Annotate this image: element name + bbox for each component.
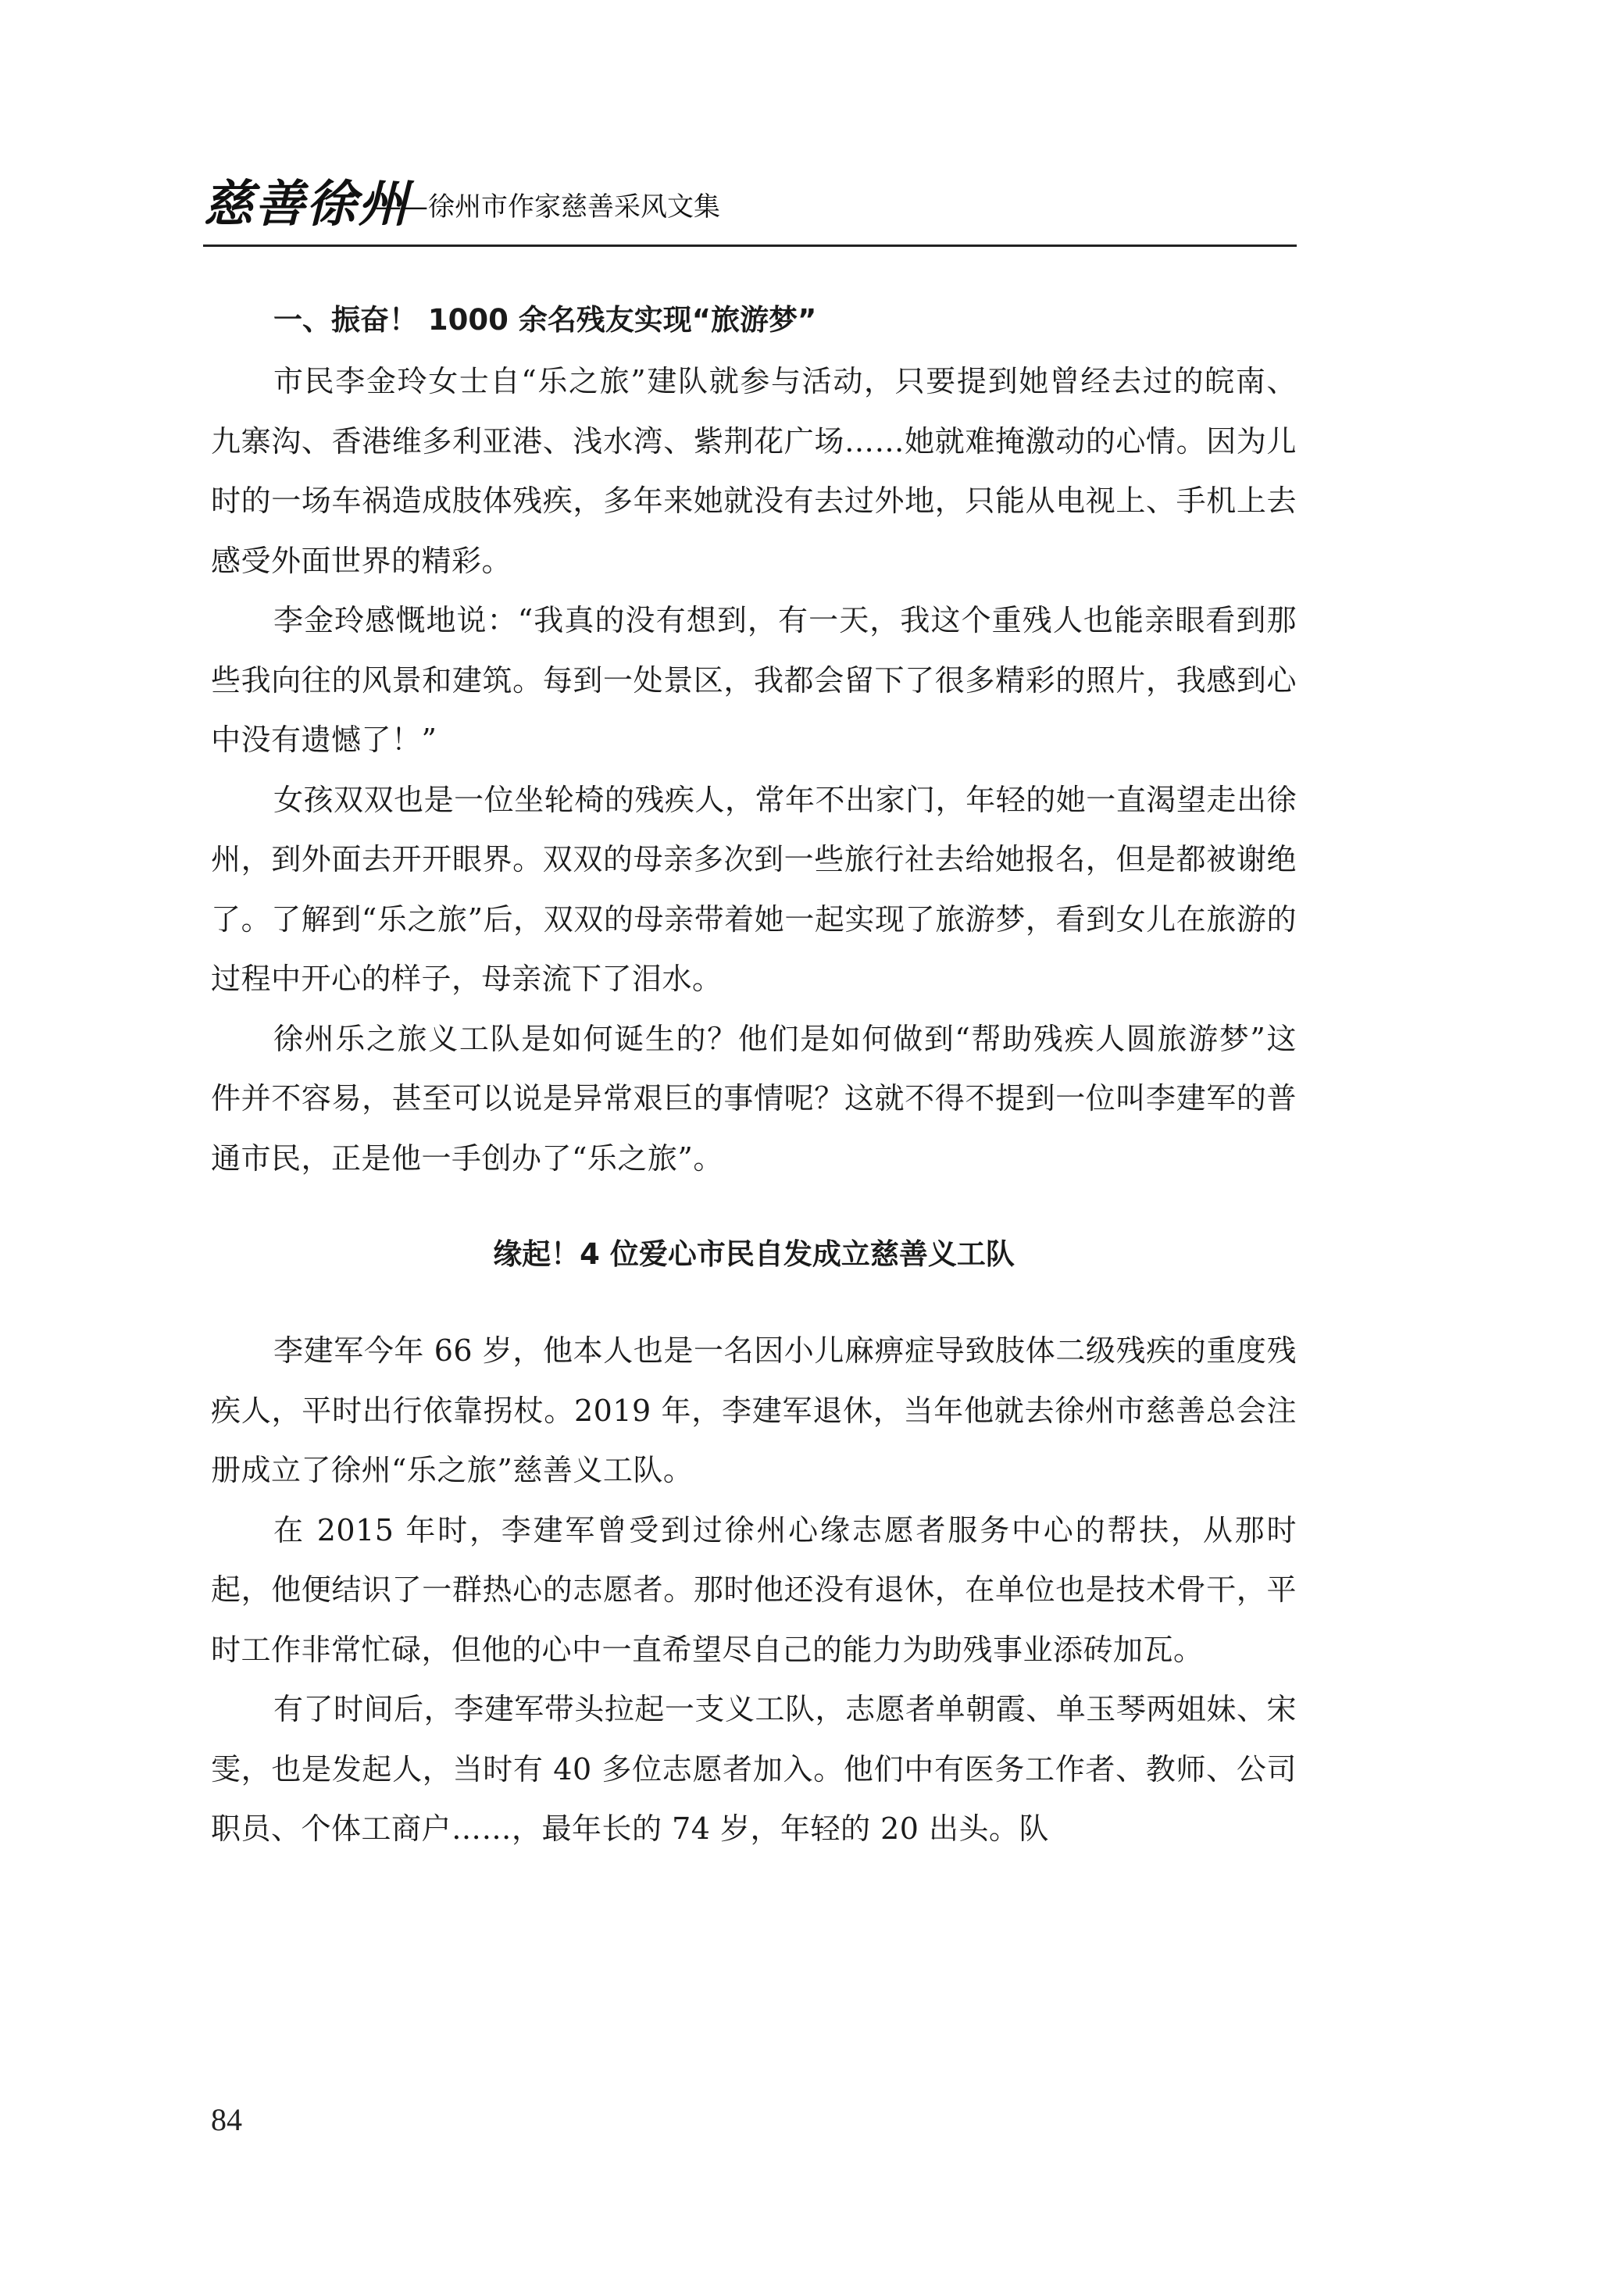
- book-subtitle: ——徐州市作家慈善采风文集: [375, 191, 720, 223]
- paragraph: 市民李金玲女士自“乐之旅”建队就参与活动，只要提到她曾经去过的皖南、九寨沟、香港维多利亚港、浅水湾、紫荆花广场……她就难掩激动的心情。因为儿时的一场车祸造成肢体残疾，多年来她就没有去过外地，只能从电视上、手机上去感受外面世界的精彩。: [211, 364, 1297, 578]
- paragraph: 李建军今年 66 岁，他本人也是一名因小儿麻痹症导致肢体二级残疾的重度残疾人，平时出行依靠拐杖。2019 年，李建军退休，当年他就去徐州市慈善总会注册成立了徐州“乐之旅”慈善义工队。: [211, 1333, 1297, 1487]
- running-header: [203, 173, 1297, 244]
- paragraph: 有了时间后，李建军带头拉起一支义工队，志愿者单朝霞、单玉琴两姐妹、宋雯，也是发起人，当时有 40 多位志愿者加入。他们中有医务工作者、教师、公司职员、个体工商户……，最年长的 74 岁，年轻的 20 出头。队: [211, 1692, 1297, 1846]
- book-logo: 慈善徐州: [203, 175, 409, 234]
- paragraph: 徐州乐之旅义工队是如何诞生的？他们是如何做到“帮助残疾人圆旅游梦”这件并不容易，甚至可以说是异常艰巨的事情呢？这就不得不提到一位叫李建军的普通市民，正是他一手创办了“乐之旅”。: [211, 1021, 1297, 1176]
- page-body: [211, 289, 1297, 1859]
- page-number: 84: [211, 2102, 242, 2137]
- paragraph: 女孩双双也是一位坐轮椅的残疾人，常年不出家门，年轻的她一直渴望走出徐州，到外面去开开眼界。双双的母亲多次到一些旅行社去给她报名，但是都被谢绝了。了解到“乐之旅”后，双双的母亲带着她一起实现了旅游梦，看到女儿在旅游的过程中开心的样子，母亲流下了泪水。: [211, 782, 1297, 996]
- paragraph: 李金玲感慨地说：“我真的没有想到，有一天，我这个重残人也能亲眼看到那些我向往的风景和建筑。每到一处景区，我都会留下了很多精彩的照片，我感到心中没有遗憾了！”: [211, 603, 1297, 757]
- section-heading-2: 缘起！4 位爱心市民自发成立慈善义工队: [493, 1237, 1015, 1271]
- header-divider: [203, 244, 1297, 247]
- section-heading-1: 一、振奋！ 1000 余名残友实现“旅游梦”: [273, 303, 817, 337]
- paragraph: 在 2015 年时，李建军曾受到过徐州心缘志愿者服务中心的帮扶，从那时起，他便结识了一群热心的志愿者。那时他还没有退休，在单位也是技术骨干，平时工作非常忙碌，但他的心中一直希望尽自己的能力为助残事业添砖加瓦。: [211, 1512, 1297, 1667]
